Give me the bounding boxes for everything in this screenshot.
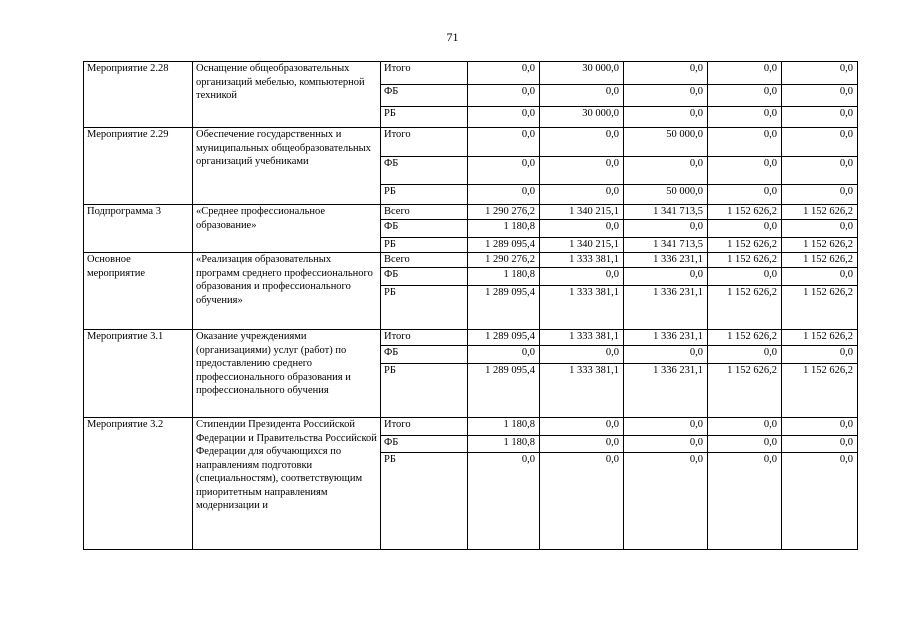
funding-source-label: ФБ <box>381 268 468 286</box>
item-name: Мероприятие 2.28 <box>84 62 193 128</box>
amount-cell: 0,0 <box>624 85 708 107</box>
amount-cell: 0,0 <box>782 62 858 85</box>
amount-cell: 0,0 <box>468 157 540 185</box>
amount-cell: 1 289 095,4 <box>468 286 540 330</box>
funding-source-label: Всего <box>381 205 468 220</box>
amount-cell: 0,0 <box>708 453 782 550</box>
amount-cell: 0,0 <box>540 85 624 107</box>
amount-cell: 1 341 713,5 <box>624 205 708 220</box>
amount-cell: 0,0 <box>624 418 708 436</box>
amount-cell: 1 336 231,1 <box>624 364 708 418</box>
funding-source-label: Всего <box>381 253 468 268</box>
item-name: Мероприятие 3.2 <box>84 418 193 550</box>
funding-source-label: Итого <box>381 62 468 85</box>
page-number: 71 <box>446 30 459 44</box>
amount-cell: 0,0 <box>624 107 708 128</box>
amount-cell: 1 340 215,1 <box>540 238 624 253</box>
amount-cell: 1 152 626,2 <box>708 330 782 346</box>
amount-cell: 1 180,8 <box>468 436 540 453</box>
table-row <box>84 62 858 85</box>
amount-cell: 1 152 626,2 <box>782 205 858 220</box>
amount-cell: 1 336 231,1 <box>624 253 708 268</box>
funding-source-label: ФБ <box>381 220 468 238</box>
amount-cell: 0,0 <box>708 185 782 205</box>
amount-cell: 50 000,0 <box>624 185 708 205</box>
table-row <box>84 330 858 346</box>
item-description: Стипендии Президента Российской Федерации и Правительства Российской Федерации для обучающихся по направлениям подготовки (специальностям), соответствующим приоритетным направлениям модернизации и <box>193 418 381 550</box>
amount-cell: 0,0 <box>468 346 540 364</box>
amount-cell: 0,0 <box>782 418 858 436</box>
amount-cell: 1 180,8 <box>468 220 540 238</box>
amount-cell: 0,0 <box>708 220 782 238</box>
amount-cell: 30 000,0 <box>540 107 624 128</box>
amount-cell: 1 152 626,2 <box>782 253 858 268</box>
funding-source-label: ФБ <box>381 436 468 453</box>
amount-cell: 1 340 215,1 <box>540 205 624 220</box>
amount-cell: 0,0 <box>624 268 708 286</box>
amount-cell: 1 333 381,1 <box>540 364 624 418</box>
amount-cell: 1 289 095,4 <box>468 238 540 253</box>
amount-cell: 1 152 626,2 <box>782 238 858 253</box>
item-name: Основное мероприятие <box>84 253 193 330</box>
amount-cell: 0,0 <box>782 220 858 238</box>
amount-cell: 1 333 381,1 <box>540 253 624 268</box>
item-description: Оказание учреждениями (организациями) услуг (работ) по предоставлению среднего профессионального образования и профессионального обучения <box>193 330 381 418</box>
amount-cell: 0,0 <box>782 128 858 157</box>
table-row <box>84 418 858 436</box>
amount-cell: 1 152 626,2 <box>708 286 782 330</box>
amount-cell: 1 289 095,4 <box>468 364 540 418</box>
funding-source-label: Итого <box>381 418 468 436</box>
amount-cell: 0,0 <box>708 436 782 453</box>
amount-cell: 0,0 <box>708 107 782 128</box>
amount-cell: 1 152 626,2 <box>708 364 782 418</box>
amount-cell: 0,0 <box>624 220 708 238</box>
amount-cell: 1 333 381,1 <box>540 286 624 330</box>
amount-cell: 1 180,8 <box>468 268 540 286</box>
item-name: Мероприятие 2.29 <box>84 128 193 205</box>
amount-cell: 0,0 <box>540 220 624 238</box>
amount-cell: 1 180,8 <box>468 418 540 436</box>
amount-cell: 0,0 <box>468 62 540 85</box>
item-description: «Среднее профессиональное образование» <box>193 205 381 253</box>
item-name: Подпрограмма 3 <box>84 205 193 253</box>
amount-cell: 0,0 <box>540 436 624 453</box>
amount-cell: 0,0 <box>624 453 708 550</box>
amount-cell: 1 341 713,5 <box>624 238 708 253</box>
funding-source-label: ФБ <box>381 85 468 107</box>
amount-cell: 0,0 <box>468 128 540 157</box>
funding-source-label: РБ <box>381 238 468 253</box>
amount-cell: 0,0 <box>540 453 624 550</box>
funding-source-label: РБ <box>381 107 468 128</box>
amount-cell: 0,0 <box>468 453 540 550</box>
table-row <box>84 128 858 157</box>
amount-cell: 0,0 <box>782 268 858 286</box>
amount-cell: 0,0 <box>782 185 858 205</box>
amount-cell: 0,0 <box>782 157 858 185</box>
funding-source-label: ФБ <box>381 157 468 185</box>
amount-cell: 0,0 <box>782 85 858 107</box>
amount-cell: 0,0 <box>708 346 782 364</box>
amount-cell: 0,0 <box>624 62 708 85</box>
amount-cell: 50 000,0 <box>624 128 708 157</box>
amount-cell: 0,0 <box>708 268 782 286</box>
amount-cell: 0,0 <box>468 107 540 128</box>
funding-source-label: РБ <box>381 286 468 330</box>
budget-table <box>83 61 858 550</box>
amount-cell: 0,0 <box>708 85 782 107</box>
funding-source-label: РБ <box>381 185 468 205</box>
item-description: Обеспечение государственных и муниципальных общеобразовательных организаций учебниками <box>193 128 381 205</box>
item-description: Оснащение общеобразовательных организаций мебелью, компьютерной техникой <box>193 62 381 128</box>
item-description: «Реализация образовательных программ среднего профессионального образования и профессионального обучения» <box>193 253 381 330</box>
amount-cell: 0,0 <box>468 185 540 205</box>
amount-cell: 1 152 626,2 <box>708 253 782 268</box>
amount-cell: 1 152 626,2 <box>708 205 782 220</box>
amount-cell: 0,0 <box>782 436 858 453</box>
amount-cell: 0,0 <box>624 346 708 364</box>
amount-cell: 0,0 <box>782 453 858 550</box>
amount-cell: 1 152 626,2 <box>708 238 782 253</box>
funding-source-label: Итого <box>381 330 468 346</box>
funding-source-label: РБ <box>381 453 468 550</box>
item-name: Мероприятие 3.1 <box>84 330 193 418</box>
amount-cell: 0,0 <box>624 157 708 185</box>
table-row <box>84 253 858 268</box>
amount-cell: 1 289 095,4 <box>468 330 540 346</box>
amount-cell: 30 000,0 <box>540 62 624 85</box>
amount-cell: 0,0 <box>708 62 782 85</box>
amount-cell: 1 290 276,2 <box>468 205 540 220</box>
amount-cell: 1 152 626,2 <box>782 330 858 346</box>
amount-cell: 0,0 <box>708 418 782 436</box>
amount-cell: 1 336 231,1 <box>624 330 708 346</box>
amount-cell: 0,0 <box>782 346 858 364</box>
amount-cell: 0,0 <box>624 436 708 453</box>
amount-cell: 0,0 <box>540 157 624 185</box>
amount-cell: 1 336 231,1 <box>624 286 708 330</box>
amount-cell: 0,0 <box>540 346 624 364</box>
amount-cell: 1 333 381,1 <box>540 330 624 346</box>
funding-source-label: Итого <box>381 128 468 157</box>
amount-cell: 0,0 <box>782 107 858 128</box>
amount-cell: 0,0 <box>540 128 624 157</box>
amount-cell: 1 152 626,2 <box>782 364 858 418</box>
amount-cell: 1 290 276,2 <box>468 253 540 268</box>
amount-cell: 0,0 <box>540 268 624 286</box>
table-row <box>84 205 858 220</box>
amount-cell: 0,0 <box>708 157 782 185</box>
amount-cell: 0,0 <box>708 128 782 157</box>
amount-cell: 0,0 <box>468 85 540 107</box>
amount-cell: 1 152 626,2 <box>782 286 858 330</box>
amount-cell: 0,0 <box>540 418 624 436</box>
amount-cell: 0,0 <box>540 185 624 205</box>
funding-source-label: РБ <box>381 364 468 418</box>
funding-source-label: ФБ <box>381 346 468 364</box>
